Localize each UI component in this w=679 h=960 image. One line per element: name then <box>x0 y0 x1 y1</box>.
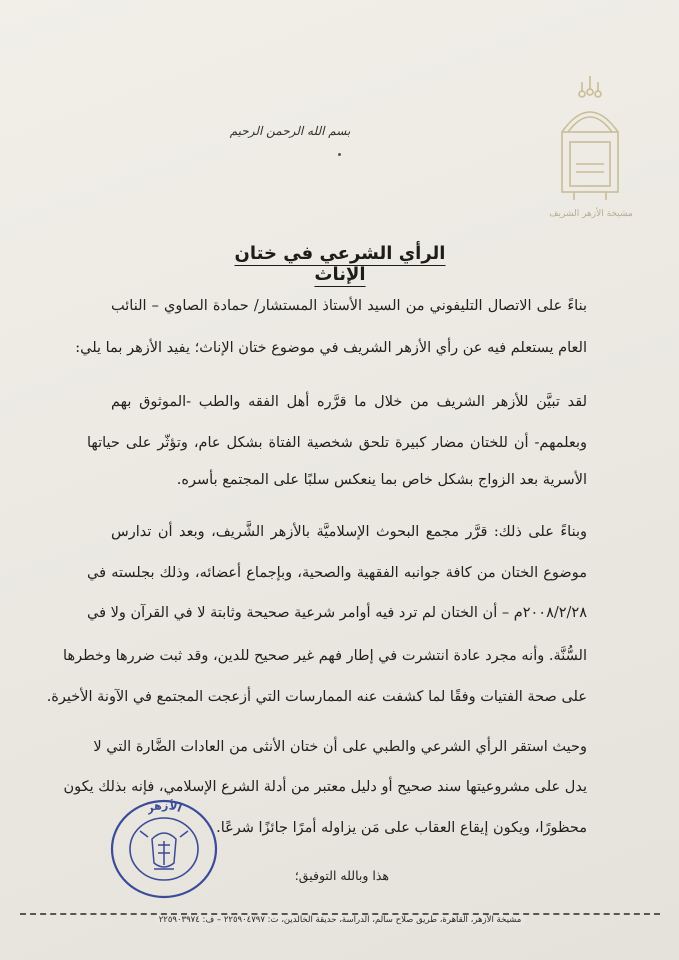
body-line: الأسرية بعد الزواج بشكل خاص بما ينعكس سلبًا على المجتمع بأسره. <box>176 472 587 488</box>
body-line: السُّنَّة. وأنه مجرد عادة انتشرت في إطار فهم غير صحيح للدين، وقد ثبت ضررها وخطرها <box>63 648 587 664</box>
body-line: محظورًا، ويكون إيقاع العقاب على مَن يزاوله أمرًا جائزًا شرعًا. <box>216 820 587 836</box>
body-line: وحيث استقر الرأي الشرعي والطبي على أن ختان الأنثى من العادات الضَّارة التي لا <box>93 739 587 755</box>
body-line: بناءً على الاتصال التليفوني من السيد الأستاذ المستشار/ حمادة الصاوي – النائب <box>111 298 587 314</box>
body-line: وبعلمهم- أن للختان مضار كبيرة تلحق شخصية الفتاة بشكل عام، وتؤثّر على حياتها <box>87 435 587 451</box>
footer <box>20 907 660 926</box>
body-line: موضوع الختان من كافة جوانبه الفقهية والصحية، وبإجماع أعضائه، وذلك بجلسته في <box>87 565 587 581</box>
basmala-dot <box>338 153 341 156</box>
body-line: يدل على مشروعيتها سند صحيح أو دليل معتبر من أدلة الشرع الإسلامي، فإنه بذلك يكون <box>63 779 587 795</box>
closing-phrase: هذا وبالله التوفيق؛ <box>294 868 389 883</box>
footer-address: مشيخة الأزهر، القاهرة، طريق صلاح سالم، الدراسة، حديقة الخالدين، ت: ٢٢٥٩٠٤٧٩٧ – ف: ٢٢٥٩٠٣٩٧٤ <box>155 915 526 925</box>
al-azhar-logo <box>552 72 628 222</box>
logo-caption: مشيخة الأزهر الشريف <box>549 209 633 219</box>
stamp-text: الأزهر <box>144 798 184 816</box>
body-line: العام يستعلم فيه عن رأي الأزهر الشريف في موضوع ختان الإناث؛ يفيد الأزهر بما يلي: <box>75 340 587 356</box>
basmala: بسم الله الرحمن الرحيم <box>229 124 351 138</box>
body-line: وبناءً على ذلك: قرَّر مجمع البحوث الإسلاميَّة بالأزهر الشَّريف، وبعد أن تدارس <box>111 524 587 540</box>
document-title: الرأي الشرعي في ختان الإناث <box>234 243 446 285</box>
body-line: ٢٠٠٨/٢/٢٨م – أن الختان لم ترد فيه أوامر شرعية صحيحة وثابتة لا في القرآن ولا في <box>87 605 587 621</box>
body-line: على صحة الفتيات وفقًا لما كشفت عنه الممارسات التي أزعجت المجتمع في الآونة الأخيرة. <box>46 689 587 705</box>
body-line: لقد تبيَّن للأزهر الشريف من خلال ما قرَّره أهل الفقه والطب -الموثوق بهم <box>111 394 587 410</box>
official-stamp <box>108 797 220 902</box>
